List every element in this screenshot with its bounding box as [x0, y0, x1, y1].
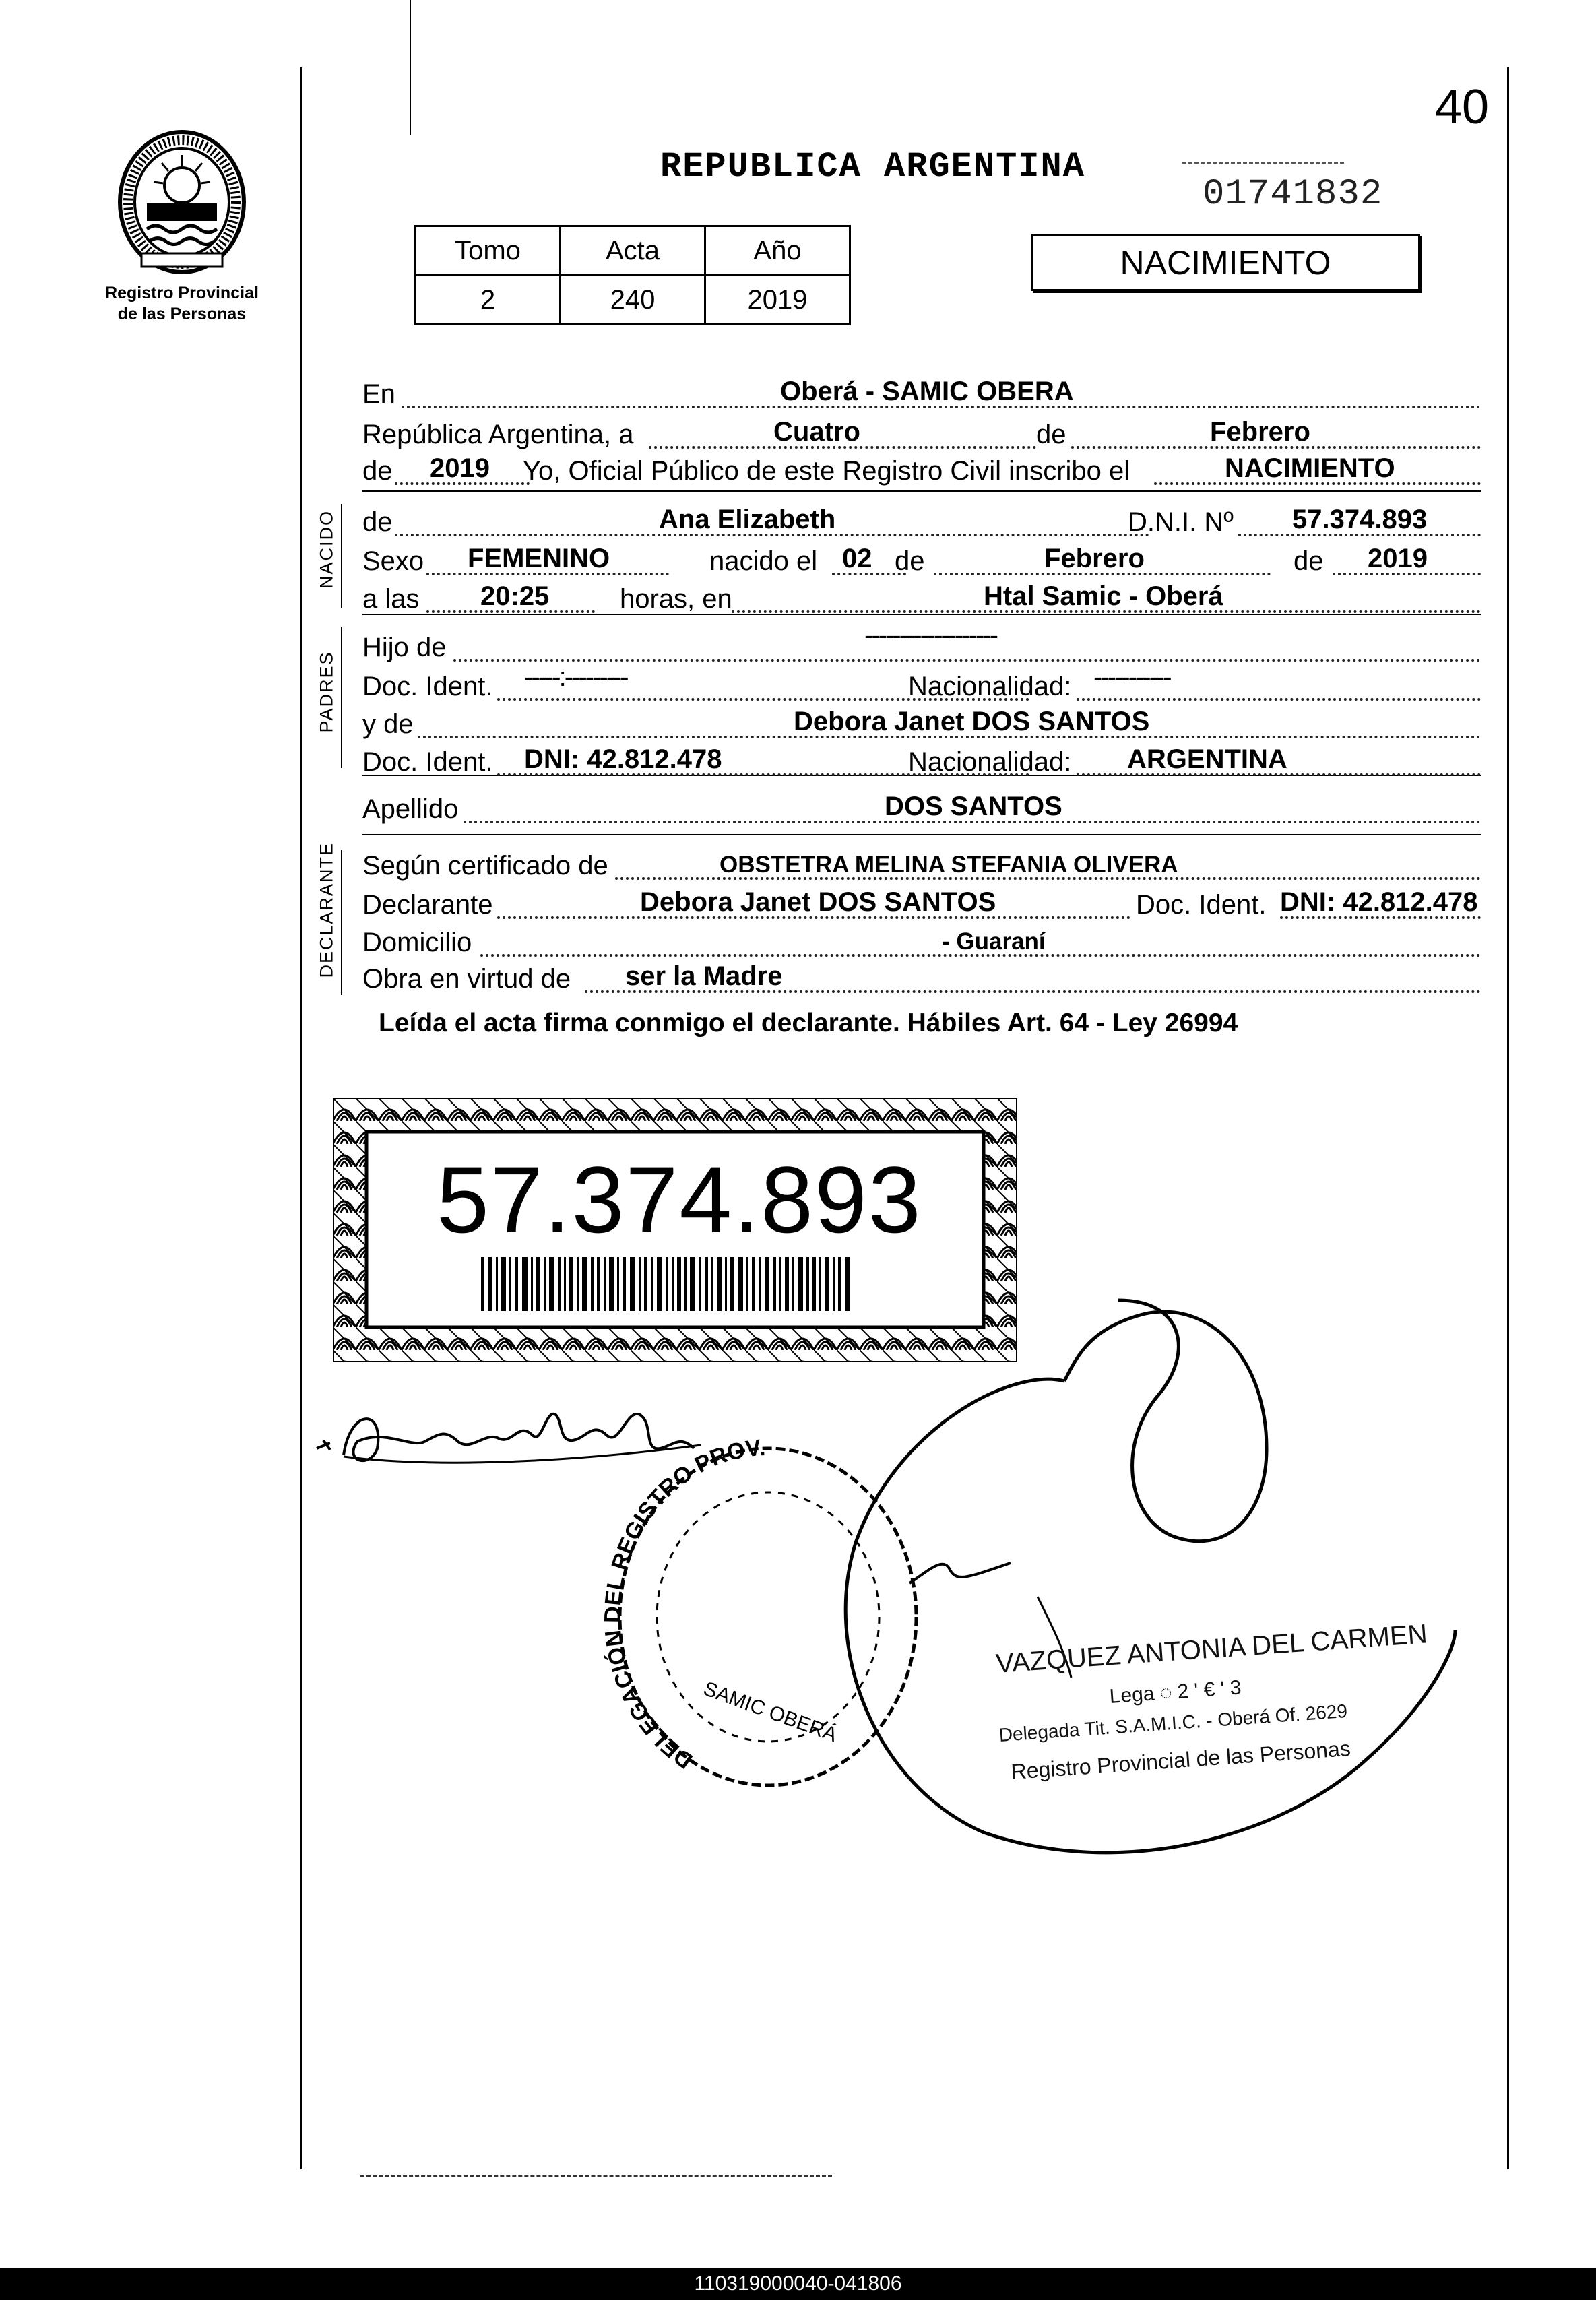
left-margin-line — [300, 67, 302, 2169]
logo-caption-line2: de las Personas — [117, 305, 247, 323]
registry-table-value-row — [416, 276, 850, 325]
value-mother-doc: DNI: 42.812.478 — [524, 744, 722, 774]
value-father-doc: -----:--------- — [524, 662, 627, 692]
dots-father — [453, 659, 1481, 662]
official-name: VAZQUEZ ANTONIA DEL CARMEN — [994, 1619, 1428, 1680]
separator-apellido — [362, 834, 1481, 835]
label-nacido-el: nacido el — [709, 546, 818, 576]
value-act: NACIMIENTO — [1225, 453, 1395, 483]
page-number: 40 — [1435, 80, 1490, 134]
registry-table — [414, 225, 851, 325]
label-segun-certificado: Según certificado de — [362, 851, 608, 881]
row-mother — [362, 702, 1481, 742]
row-mother-doc — [362, 740, 1481, 780]
registry-header-anio: Año — [705, 226, 850, 276]
document-title: REPUBLICA ARGENTINA — [660, 147, 1085, 187]
value-mother: Debora Janet DOS SANTOS — [794, 707, 1150, 736]
label-hijo-de: Hijo de — [362, 633, 447, 662]
value-birth-year: 2019 — [1368, 544, 1428, 573]
value-mother-nationality: ARGENTINA — [1127, 744, 1287, 774]
value-declarant-doc: DNI: 42.812.478 — [1280, 887, 1478, 917]
section-label-padres: PADRES — [316, 651, 337, 733]
label-y-de: y de — [362, 709, 414, 739]
row-registration-year — [362, 449, 1481, 489]
top-fold-line — [410, 0, 411, 135]
row-place — [362, 372, 1481, 412]
serial-decoration — [1182, 162, 1344, 166]
label-declarant-doc: Doc. Ident. — [1136, 890, 1267, 920]
label-obra-en-virtud: Obra en virtud de — [362, 964, 571, 994]
registry-header-acta: Acta — [561, 226, 705, 276]
label-dni-no: D.N.I. Nº — [1128, 507, 1234, 537]
label-republica: República Argentina, a — [362, 420, 634, 449]
document-footer-id: 110319000040-041806 — [0, 2268, 1596, 2300]
registry-value-acta: 240 — [561, 276, 705, 325]
svg-text:DELEGACIÓN DEL REGISTRO PROV. — [600, 1435, 766, 1774]
row-birth-time-place — [362, 577, 1481, 617]
value-surname: DOS SANTOS — [885, 792, 1062, 821]
row-name — [362, 500, 1481, 540]
value-certificate: OBSTETRA MELINA STEFANIA OLIVERA — [720, 852, 1178, 878]
logo-caption — [88, 283, 276, 325]
value-birth-day: 02 — [842, 544, 872, 573]
official-position: Delegada Tit. S.A.M.I.C. - Oberá Of. 2629 — [998, 1700, 1348, 1746]
bottom-dash-line — [360, 2175, 832, 2177]
row-sex-birth-date — [362, 539, 1481, 579]
section-label-declarante: DECLARANTE — [316, 841, 337, 978]
value-father: ------------------- — [864, 620, 997, 650]
label-de-name: de — [362, 507, 393, 537]
value-sex: FEMENINO — [468, 544, 610, 573]
dots-father-nationality — [1077, 698, 1481, 701]
label-de-month: de — [1036, 420, 1066, 449]
value-address: - Guaraní — [942, 928, 1046, 955]
label-de-year: de — [362, 456, 393, 486]
official-organization: Registro Provincial de las Personas — [1010, 1735, 1351, 1785]
row-capacity — [362, 957, 1481, 997]
value-name: Ana Elizabeth — [659, 505, 836, 534]
stamp-ring-text: DELEGACIÓN DEL REGISTRO PROV. — [600, 1435, 767, 1774]
value-capacity: ser la Madre — [625, 961, 783, 991]
record-type-box: NACIMIENTO — [1031, 234, 1420, 291]
value-reg-year: 2019 — [430, 453, 490, 483]
logo-caption-line1: Registro Provincial — [105, 284, 259, 302]
label-mother-nationality: Nacionalidad: — [908, 747, 1072, 777]
closing-statement: Leída el acta firma conmigo el declarante. Hábiles Art. 64 - Ley 26994 — [379, 1009, 1238, 1037]
row-father — [362, 620, 1481, 666]
dots-declarant-doc — [1280, 916, 1481, 919]
registry-value-anio: 2019 — [705, 276, 850, 325]
value-birth-month: Febrero — [1044, 544, 1145, 573]
row-address — [362, 920, 1481, 961]
label-father-doc: Doc. Ident. — [362, 672, 493, 701]
label-mother-doc: Doc. Ident. — [362, 747, 493, 777]
row-surname — [362, 787, 1481, 827]
row-father-doc — [362, 664, 1481, 705]
serial-number: 01741832 — [1203, 174, 1383, 215]
label-en: En — [362, 379, 395, 409]
section-label-nacido: NACIDO — [316, 510, 337, 589]
label-horas-en: horas, en — [620, 584, 732, 614]
registry-table-header-row — [416, 226, 850, 276]
separator-intro — [362, 490, 1481, 492]
value-place: Oberá - SAMIC OBERA — [780, 377, 1074, 406]
label-father-nationality: Nacionalidad: — [908, 672, 1072, 701]
label-a-las: a las — [362, 584, 420, 614]
label-declarante: Declarante — [362, 890, 493, 920]
padres-bar — [341, 627, 342, 768]
value-father-nationality: ----------- — [1093, 662, 1170, 692]
row-registration-date — [362, 412, 1481, 453]
value-dni: 57.374.893 — [1292, 505, 1428, 534]
label-yo-oficial: Yo, Oficial Público de este Registro Civil inscribo el — [523, 456, 1130, 486]
value-birth-time: 20:25 — [480, 581, 550, 611]
province-emblem-logo — [115, 128, 249, 276]
row-declarant — [362, 883, 1481, 923]
stamp-ring-bottom: SAMIC OBERÁ — [700, 1677, 840, 1747]
dni-seal-number: 57.374.893 — [437, 1147, 922, 1252]
value-reg-month: Febrero — [1210, 417, 1310, 447]
label-domicilio: Domicilio — [362, 928, 472, 957]
label-de-birth-month: de — [895, 546, 925, 576]
row-certificate — [362, 843, 1481, 884]
declarante-bar — [341, 850, 342, 995]
registry-value-tomo: 2 — [416, 276, 561, 325]
label-apellido: Apellido — [362, 794, 459, 824]
nacido-bar — [341, 504, 342, 608]
value-birth-place: Htal Samic - Oberá — [984, 581, 1223, 611]
label-de-birth-year: de — [1294, 546, 1324, 576]
registry-header-tomo: Tomo — [416, 226, 561, 276]
right-margin-line — [1507, 67, 1509, 2169]
official-legajo: Lega ◌ 2 ' € ' 3 — [1108, 1676, 1242, 1708]
value-reg-day: Cuatro — [773, 417, 860, 447]
label-sexo: Sexo — [362, 546, 424, 576]
value-declarant: Debora Janet DOS SANTOS — [640, 887, 996, 917]
